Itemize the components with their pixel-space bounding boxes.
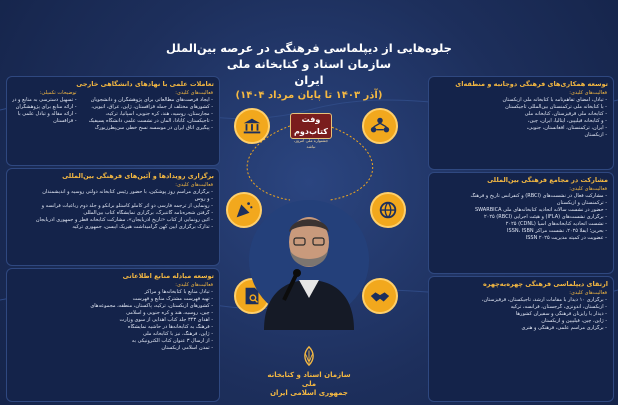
box-line: - تمدن اسلامی ازبکستان (161, 345, 213, 351)
box-line: - کتابخانه ملی قرقیزستان، کتابخانه ملی (524, 111, 607, 117)
box-line: فعالیت‌های کلیدی: (569, 186, 607, 192)
box-line: - بحرین؛ ایفلا ۲۰۲۵، نشست مراکز ISSN، ISBN (507, 228, 607, 234)
box-people-diplomacy (428, 276, 614, 402)
box-international-events (6, 168, 220, 266)
logo-emblem-icon (298, 345, 320, 367)
box-international-forums (428, 172, 614, 274)
box-line: - نشست اتحادیه کتابخانه‌های آسیا (CDNL) ۲۰۲۵ (505, 221, 607, 227)
logo-line-1: سازمان اسناد و کتابخانه ملی (267, 371, 351, 388)
box-heading: مشارکت در مجامع فرهنگی بین‌المللی (487, 176, 608, 184)
box-line: - اهدای ۳۴۳ جلد کتاب اهدایی از سوی وزارت (119, 317, 213, 323)
speaker-portrait (244, 180, 374, 330)
box-line: - حضور در نشست سالانه اتحادیه کتابخانه‌های ملی SWARBICA (474, 207, 607, 213)
box-line: فعالیت‌های کلیدی: (175, 90, 213, 96)
box-line: - مجارستان، روسیه، هند، کره جنوبی، اسپانیا، ترکیه، (105, 111, 213, 117)
box-body-keys (83, 90, 219, 135)
box-line: - تسهیل دسترسی به منابع و در (11, 97, 77, 103)
box-line: - عضویت در کمیته مدیریت ISSN ۲۰۲۵ (525, 235, 607, 241)
organization-logo (263, 345, 355, 401)
box-body-notes (6, 90, 83, 135)
badge-name: وفت کتاب‌دوم (294, 115, 328, 136)
box-heading: ارتقای دیپلماسی فرهنگی چهره‌به‌چهره (482, 280, 608, 288)
box-line: - فرهنگ به کتابخانه‌ها در حاشیه نمایشگاه (127, 324, 213, 330)
box-line: - کشورهای مختلف از جمله قزاقستان، ژاپن، عراق، اتیوپی، (91, 104, 213, 110)
box-line: - برگزاری نشست‌های (IFLA) و هیئت اجرایی (RBCI) ۲۰۲۵ (483, 214, 607, 220)
badge-sub: جشنواره ملی امروز، نباشد (293, 138, 329, 149)
library-building-icon (234, 108, 270, 144)
box-line: - و روس (194, 196, 213, 202)
box-regional-cooperation (428, 76, 614, 170)
box-body (429, 290, 613, 335)
box-academic-relations (6, 76, 220, 166)
box-line: - تاجیکستان، کانادا، آلمان در نشست علمی دانشگاه پسیفیک (88, 118, 213, 124)
box-line: - ارائه منابع برای پژوهشگران (15, 104, 77, 110)
box-line: - تبادل، امضای تفاهم‌نامه با کتابخانه ملی ازبکستان (502, 97, 607, 103)
box-line: - پیگیری اتاق ایران در موسسه نسخ خطی سن‌پطرزبورگ (94, 125, 213, 131)
box-line: - ژاپن، فرهنگ، نیز با کتابخانه ملی (142, 331, 213, 337)
festival-badge (290, 113, 332, 149)
title-period: (آذر ۱۴۰۳ تا پایان مرداد ۱۴۰۴) (235, 90, 383, 101)
box-line: - از ارسال ۳ عنوان کتاب الکترونیکی به (131, 338, 213, 344)
box-info-exchange (6, 268, 220, 402)
box-line: - گرفتن شجره‌نامه گاتنبرگ، برگزاری نمایشگاه کتاب بین‌المللی (83, 210, 213, 216)
network-people-icon (362, 108, 398, 144)
box-line: فعالیت‌های کلیدی: (175, 282, 213, 288)
box-line: - ایجاد فرصت‌های مطالعاتی برای پژوهشگران و دانشجویان (90, 97, 213, 103)
box-line: - قزاقستان (53, 118, 77, 124)
title-line-2: ایران (294, 73, 324, 87)
box-body (7, 182, 219, 234)
box-line: - برگزاری ۱۰ دیدار با مقامات ارشد، تاجیکستان، قرقیزستان، (481, 297, 607, 303)
box-line: - مشارکت فعال در نشست‌های (RBCI) و کنفرانس تاریخ و فرهنگ (470, 193, 607, 199)
box-heading: تعاملات علمی با نهادهای دانشگاهی خارجی (76, 80, 214, 88)
box-line: - ازبکستان (584, 132, 607, 138)
box-line: فعالیت‌های کلیدی: (569, 90, 607, 96)
box-line: - تهیه فهرست مشترک منابع و فهرست (132, 296, 213, 302)
box-body (429, 186, 613, 245)
box-heading: برگزاری رویدادها و آئین‌های فرهنگی بین‌المللی (62, 172, 214, 180)
box-line: - ازبکستان، اندونزی، گرجستان، فرانسه، ترکیه (510, 304, 607, 310)
box-line: - ایران، ترکمنستان، افغانستان، جنوبی، (526, 125, 607, 131)
box-line: - رونمایی از ترجمه فارسی دو اثر کاملو کاستلو برانکو و جلد دوم رباعیات فرانسه و (41, 203, 213, 209)
box-line: فعالیت‌های کلیدی: (569, 290, 607, 296)
box-line: توضیحات تکمیلی: (39, 90, 77, 96)
box-line: - ارائه مقاله و تبادل علمی با (17, 111, 77, 117)
box-line: - چین، روسیه، هند و کره جنوبی و اسلامی (126, 310, 213, 316)
box-line: - تدارک برگزاری آیین کهن گرامیداشت هیریک ایبسن، جمهوری ترکیه (72, 224, 213, 230)
box-heading: توسعه همکاری‌های فرهنگی دوجانبه و منطقه‌ای (455, 80, 608, 88)
box-line: - و کتابخانه فیلیپین، ایتالیا، ایران، چین، (527, 118, 607, 124)
box-body (7, 282, 219, 355)
box-line: - با کتابخانه ملی ترکمنستان بین‌المللی تاجیکستان (505, 104, 607, 110)
box-line: - آئین رونمایی از کتاب «تاریخ آذربایجان»، مشارکت کتابخانه قطر و جمهوری آذربایجان (35, 217, 213, 223)
box-line: - تبادل منابع با کتابخانه‌ها و مراکز (144, 289, 213, 295)
globe-meeting-icon (370, 192, 406, 228)
box-line: - برگزاری مراسم علمی، فرهنگی و هنری (521, 325, 607, 331)
box-line: - کشورهای ازبکستان، ترکیه، پاکستان، منطقه، مجموعه‌های (90, 303, 213, 309)
box-body (429, 90, 613, 142)
box-line: - دیدار با رایزنان فرهنگی و سفیران کشورها (515, 311, 607, 317)
title-line-1: جلوه‌هایی از دیپلماسی فرهنگی در عرصه بین‌الملل سازمان اسناد و کتابخانه ملی (166, 41, 452, 71)
box-heading: توسعه مبادله منابع اطلاعاتی (122, 272, 214, 280)
logo-line-2: جمهوری اسلامی ایران (270, 389, 348, 397)
box-line: فعالیت‌های کلیدی: (175, 182, 213, 188)
box-line: - ترکمنستان و ازبکستان (556, 200, 607, 206)
box-body-columns (7, 90, 219, 135)
box-line: - برگزاری مراسم روز پوشکین، با حضور رئیس کتابخانه دولتی روسیه و اندیشمندان (42, 189, 213, 195)
box-line: - ژاپن، چین، فیلیپین و ازبکستان (541, 318, 607, 324)
